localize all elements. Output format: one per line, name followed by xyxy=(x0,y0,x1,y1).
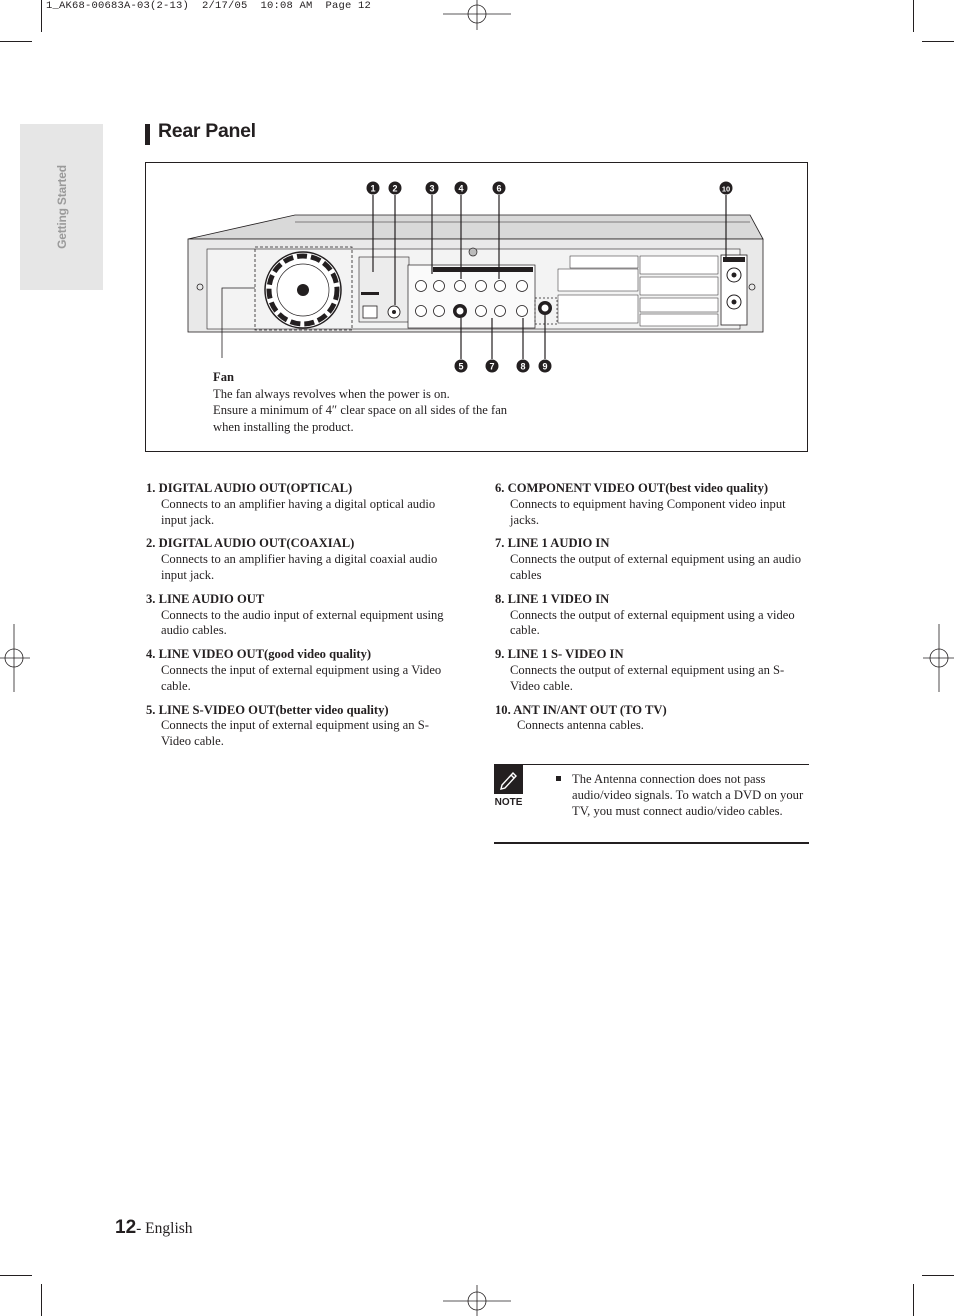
item-desc: Connects to an amplifier having a digital coaxial audio input jack. xyxy=(161,552,438,582)
item-desc: Connects the output of external equipment using an S-Video cable. xyxy=(510,662,785,693)
callout-1: 1 xyxy=(370,183,376,194)
list-item xyxy=(495,703,805,735)
item-head: 9. LINE 1 S- VIDEO IN xyxy=(495,647,624,662)
item-desc: Connects the output of external equipment using an audio cables xyxy=(510,552,801,582)
item-desc: Connects to an amplifier having a digital optical audio input jack. xyxy=(161,496,436,527)
fan-caption xyxy=(213,369,533,435)
item-desc: Connects antenna cables. xyxy=(517,718,644,733)
page-language: - English xyxy=(136,1220,193,1237)
item-head: 3. LINE AUDIO OUT xyxy=(146,591,265,606)
item-head: 7. LINE 1 AUDIO IN xyxy=(495,536,610,551)
item-head: 5. LINE S-VIDEO OUT(better video quality) xyxy=(146,702,389,717)
list-item xyxy=(495,536,805,583)
callout-4: 4 xyxy=(458,183,464,194)
page-footer xyxy=(115,1217,193,1239)
item-head: 10. ANT IN/ANT OUT (TO TV) xyxy=(495,702,667,717)
item-head: 2. DIGITAL AUDIO OUT(COAXIAL) xyxy=(146,536,355,551)
section-tab-label: Getting Started xyxy=(54,165,69,249)
print-slug: 1_AK68-00683A-03(2-13) 2/17/05 10:08 AM Page 12 xyxy=(46,0,372,12)
note-rule-bottom xyxy=(494,842,809,844)
page-title: Rear Panel xyxy=(158,120,256,142)
callout-6: 6 xyxy=(496,183,502,194)
item-desc: Connects the input of external equipment using an S-Video cable. xyxy=(161,718,429,749)
list-item xyxy=(495,592,805,639)
note-rule-top xyxy=(494,764,809,765)
item-desc: Connects the output of external equipment using a video cable. xyxy=(510,607,795,638)
items-right xyxy=(495,481,805,742)
item-head: 8. LINE 1 VIDEO IN xyxy=(495,591,610,606)
item-head: 4. LINE VIDEO OUT(good video quality) xyxy=(146,647,372,662)
note-label: NOTE xyxy=(494,797,523,808)
callout-3: 3 xyxy=(429,183,435,194)
note-text: The Antenna connection does not pass audio/video signals. To watch a DVD on your TV, you must connect audio/video cables. xyxy=(572,772,804,818)
callout-7: 7 xyxy=(489,361,495,372)
pencil-icon xyxy=(494,765,523,794)
item-desc: Connects to the audio input of external equipment using audio cables. xyxy=(161,607,444,638)
fan-line2: Ensure a minimum of 4″ clear space on all sides of the fan when installing the product. xyxy=(213,403,508,434)
fan-label: Fan xyxy=(213,370,234,384)
item-desc: Connects the input of external equipment using a Video cable. xyxy=(161,662,442,693)
list-item xyxy=(146,592,456,639)
callout-10: 10 xyxy=(721,184,731,194)
item-desc: Connects to equipment having Component video input jacks. xyxy=(510,496,786,527)
list-item xyxy=(495,647,805,694)
list-item xyxy=(146,703,456,750)
item-head: 1. DIGITAL AUDIO OUT(OPTICAL) xyxy=(146,481,353,495)
title-marker xyxy=(145,124,150,145)
list-item xyxy=(146,647,456,694)
fan-line1: The fan always revolves when the power is on. xyxy=(213,386,450,401)
list-item xyxy=(495,481,805,528)
note-bullet xyxy=(556,776,561,781)
list-item xyxy=(146,536,456,583)
callout-5: 5 xyxy=(458,361,464,372)
callout-2: 2 xyxy=(392,183,398,194)
callout-9: 9 xyxy=(542,361,548,372)
items-left xyxy=(146,481,456,758)
page-number: 12 xyxy=(115,1217,137,1238)
list-item xyxy=(146,481,456,528)
callout-8: 8 xyxy=(520,361,526,372)
item-head: 6. COMPONENT VIDEO OUT(best video quality) xyxy=(495,481,769,495)
section-tab xyxy=(20,124,103,290)
